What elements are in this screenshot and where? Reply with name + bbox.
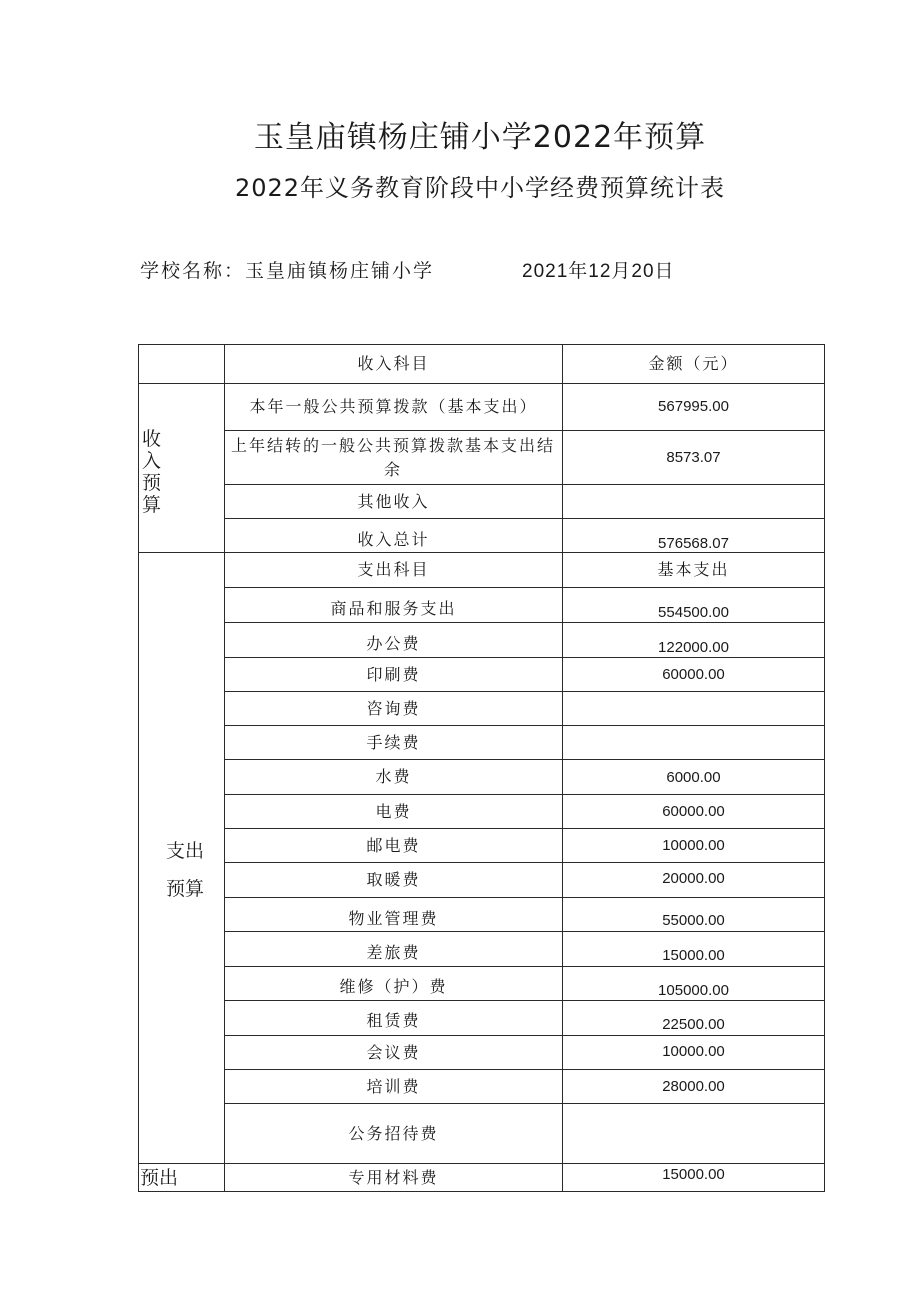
income-total-amount: 576568.07 — [658, 535, 729, 552]
income-amount: 8573.07 — [666, 449, 721, 466]
report-date: 2021年12月20日 — [522, 261, 675, 282]
income-amount: 567995.00 — [658, 398, 729, 415]
expense-item: 租赁费 — [366, 1011, 421, 1030]
expense-item: 商品和服务支出 — [330, 599, 457, 618]
expense-item: 水费 — [375, 767, 412, 786]
income-item: 上年结转的一般公共预算拨款基本支出结余 — [230, 435, 555, 479]
expense-amount: 22500.00 — [662, 1016, 725, 1033]
expense-item: 手续费 — [366, 732, 421, 752]
table-border-left — [138, 344, 139, 1192]
row-line — [224, 587, 825, 588]
last-row-group-label: 预出 — [140, 1167, 179, 1189]
income-group-char: 预 — [142, 472, 162, 494]
expense-amount: 15000.00 — [662, 947, 725, 964]
expense-amount: 60000.00 — [662, 803, 725, 820]
expense-item: 维修（护）费 — [339, 977, 448, 996]
expense-group-line: 预算 — [166, 878, 205, 900]
header-item: 收入科目 — [357, 354, 430, 373]
expense-item: 物业管理费 — [348, 909, 439, 928]
expense-group-label — [166, 832, 216, 908]
expense-item: 咨询费 — [366, 698, 421, 718]
income-item: 其他收入 — [357, 491, 430, 511]
expense-amount: 554500.00 — [658, 604, 729, 621]
income-group-char: 收 — [142, 428, 162, 450]
expense-item: 印刷费 — [366, 664, 421, 684]
header-amount: 金额（元） — [648, 354, 739, 373]
expense-amount: 105000.00 — [658, 982, 729, 999]
table-border-right — [824, 344, 825, 1192]
expense-amount: 20000.00 — [662, 870, 725, 887]
expense-item: 取暖费 — [366, 870, 421, 889]
income-group-char: 算 — [142, 494, 162, 516]
expense-item: 办公费 — [366, 634, 421, 653]
table-divider-2 — [562, 344, 563, 1192]
expense-amount: 122000.00 — [658, 639, 729, 656]
expense-header-amount: 基本支出 — [657, 560, 730, 579]
table-border-bottom — [138, 1191, 825, 1192]
income-group-char: 入 — [142, 450, 162, 472]
expense-item: 培训费 — [366, 1076, 421, 1096]
expense-amount: 60000.00 — [662, 666, 725, 683]
expense-item: 专用材料费 — [348, 1167, 439, 1187]
expense-item: 公务招待费 — [348, 1123, 439, 1143]
row-line — [224, 518, 825, 519]
school-name: 学校名称：玉皇庙镇杨庄铺小学 — [140, 260, 435, 282]
expense-amount: 28000.00 — [662, 1078, 725, 1095]
expense-item: 邮电费 — [366, 835, 421, 855]
expense-amount: 10000.00 — [662, 837, 725, 854]
expense-amount: 6000.00 — [666, 769, 721, 786]
income-item: 本年一般公共预算拨款（基本支出） — [249, 397, 538, 416]
document-subtitle: 2022年义务教育阶段中小学经费预算统计表 — [234, 174, 726, 202]
expense-amount: 15000.00 — [662, 1166, 725, 1183]
income-group-label — [142, 428, 164, 516]
row-line — [224, 897, 825, 898]
expense-amount: 10000.00 — [662, 1043, 725, 1060]
expense-item: 会议费 — [366, 1042, 421, 1062]
income-total-label: 收入总计 — [357, 530, 430, 549]
expense-item: 差旅费 — [366, 943, 421, 962]
expense-header-item: 支出科目 — [357, 560, 430, 579]
expense-group-line: 支出 — [166, 840, 205, 862]
expense-amount: 55000.00 — [662, 912, 725, 929]
document-title: 玉皇庙镇杨庄铺小学2022年预算 — [253, 120, 707, 155]
expense-item: 电费 — [375, 801, 412, 821]
